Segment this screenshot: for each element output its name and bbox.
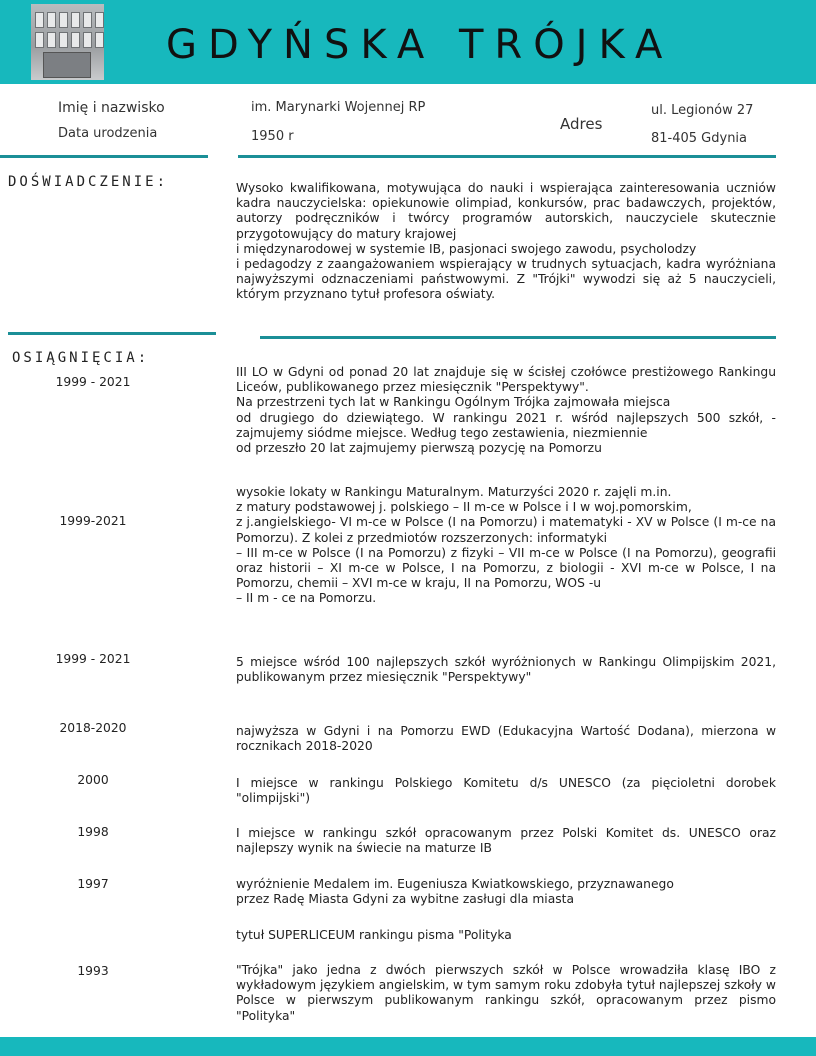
achievement-text: "Trójka" jako jedna z dwóch pierwszych szkół w Polsce wrowadziła klasę IBO z wykładowym językiem angielskim, w tym samym roku zdobyła tytuł najlepszej szkoły w Polsce w pierwszym publikowanym rankingu szkół, opracowanym przez pismo "Polityka" <box>236 963 776 1023</box>
divider-right-2 <box>260 336 776 339</box>
achievement-year: 1997 <box>77 877 109 891</box>
achievement-text: I miejsce w rankingu szkół opracowanym przez Polski Komitet ds. UNESCO oraz najlepszy wynik na świecie na maturze IB <box>236 826 776 856</box>
footer-band <box>0 1037 816 1056</box>
divider-right-1 <box>238 155 776 158</box>
photo-window <box>71 32 80 48</box>
experience-text: Wysoko kwalifikowana, motywująca do nauki i wspierająca zainteresowania uczniów kadra nauczycielska: opiekunowie olimpiad, konkursów, prac badawczych, projektów, autorzy podręczników i twórcy programów autorskich, nauczyciele skutecznie przygotowujący do matury krajowej i międzynarodowej w systemie IB, pasjonaci swojego zawodu, psycholodzy i pedagodzy z zaangażowaniem wspierający w trudnych sytuacjach, kadra wyróżniana najwyższymi odznaczeniami państwowymi. Z "Trójki" wywodzi się aż 5 nauczycieli, którym przyznano tytuł profesora oświaty. <box>236 181 776 302</box>
photo-window <box>71 12 80 28</box>
achievement-year: 1999 - 2021 <box>55 375 131 389</box>
name-value: im. Marynarki Wojennej RP <box>251 100 426 115</box>
achievement-year: 1998 <box>77 825 109 839</box>
photo-window <box>95 12 104 28</box>
photo-window <box>83 12 92 28</box>
school-building-photo <box>31 4 104 80</box>
achievement-year: 2018-2020 <box>59 721 127 735</box>
achievement-year: 1999-2021 <box>59 514 127 528</box>
address-label: Adres <box>560 115 603 133</box>
photo-window <box>47 32 56 48</box>
birth-label: Data urodzenia <box>58 126 158 141</box>
page-title: GDYŃSKA TRÓJKA <box>166 22 674 68</box>
photo-window <box>35 32 44 48</box>
achievement-text: wysokie lokaty w Rankingu Maturalnym. Maturzyści 2020 r. zajęli m.in. z matury podstawowej j. polskiego – II m-ce w Polsce i I w woj.pomorskim, z j.angielskiego- VI m-ce w Polsce (I na Pomorzu) i matematyki - XV w Polsce (I m-ce na Pomorzu). Z kolei z przedmiotów rozszerzonych: informatyki – III m-ce w Polsce (I na Pomorzu) z fizyki – VII m-ce w Polsce (I na Pomorzu), geografii oraz historii – XI m-ce w Polsce, I na Pomorzu, z biologii - XVI m-ce w Polsce, I na Pomorzu, chemii – XVI m-ce w kraju, II na Pomorzu, WOS -u – II m - ce na Pomorzu. <box>236 485 776 606</box>
photo-window <box>59 32 68 48</box>
achievement-text: 5 miejsce wśród 100 najlepszych szkół wyróżnionych w Rankingu Olimpijskim 2021, publikowanym przez miesięcznik "Perspektywy" <box>236 655 776 685</box>
address-line-2: 81-405 Gdynia <box>651 131 748 146</box>
achievement-text: najwyższa w Gdyni i na Pomorzu EWD (Edukacyjna Wartość Dodana), mierzona w rocznikach 2018-2020 <box>236 724 776 754</box>
achievement-year: 1993 <box>77 964 109 978</box>
experience-heading: DOŚWIADCZENIE: <box>8 174 169 190</box>
achievement-text: I miejsce w rankingu Polskiego Komitetu d/s UNESCO (za pięcioletni dorobek "olimpijski") <box>236 776 776 806</box>
photo-window <box>95 32 104 48</box>
photo-window <box>59 12 68 28</box>
photo-window <box>47 12 56 28</box>
achievements-heading: OSIĄGNIĘCIA: <box>12 350 150 366</box>
birth-value: 1950 r <box>251 129 294 144</box>
photo-window <box>83 32 92 48</box>
header-band <box>0 0 816 84</box>
achievement-year: 2000 <box>77 773 109 787</box>
achievement-year: 1999 - 2021 <box>55 652 131 666</box>
photo-school-sign <box>43 52 91 78</box>
name-label: Imię i nazwisko <box>58 100 165 116</box>
address-line-1: ul. Legionów 27 <box>651 103 754 118</box>
achievement-text: tytuł SUPERLICEUM rankingu pisma "Polityka <box>236 928 512 942</box>
achievement-text: III LO w Gdyni od ponad 20 lat znajduje się w ścisłej czołówce prestiżowego Rankingu Liceów, publikowanego przez miesięcznik "Perspektywy". Na przestrzeni tych lat w Rankingu Ogólnym Trójka zajmowała miejsca od drugiego do dziewiątego. W rankingu 2021 r. wśród najlepszych 500 szkół, - zajmujemy siódme miejsce. Według tego zestawienia, niezmiennie od przeszło 20 lat zajmujemy pierwszą pozycję na Pomorzu <box>236 365 776 456</box>
achievement-text: wyróżnienie Medalem im. Eugeniusza Kwiatkowskiego, przyznawanego przez Radę Miasta Gdyni za wybitne zasługi dla miasta <box>236 877 674 907</box>
photo-window <box>35 12 44 28</box>
divider-left-1 <box>0 155 208 158</box>
divider-left-2 <box>8 332 216 335</box>
